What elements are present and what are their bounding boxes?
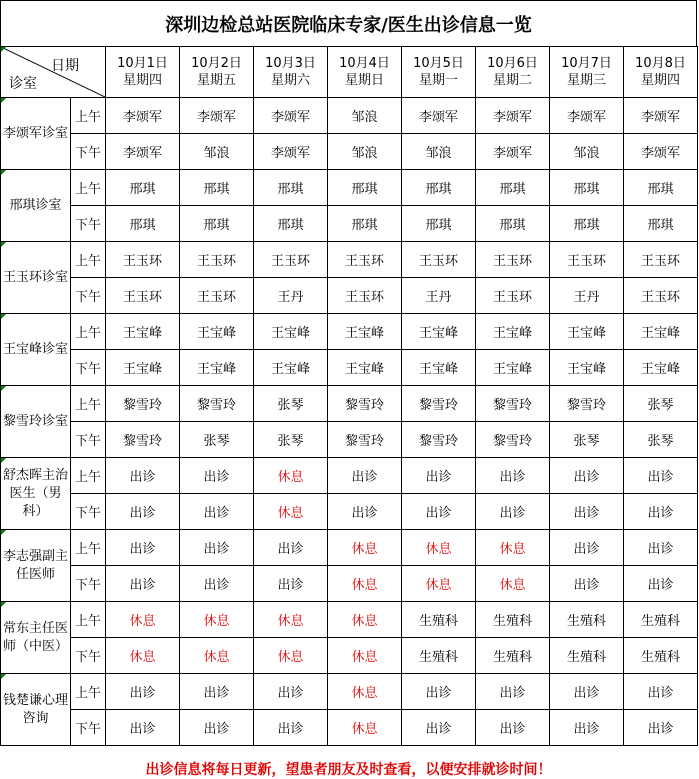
schedule-cell: 出诊 [180,710,254,746]
schedule-cell: 出诊 [106,674,180,710]
period-morning: 上午 [71,530,106,566]
schedule-cell: 王丹 [550,278,624,314]
schedule-cell: 李颂军 [476,98,550,134]
schedule-cell: 张琴 [254,386,328,422]
table-row [1,422,698,458]
room-name: 钱楚谦心理咨询 [1,674,71,746]
schedule-cell: 王丹 [254,278,328,314]
weekday-label: 星期四 [122,73,162,88]
schedule-cell: 休息 [180,602,254,638]
date-label: 10月1日 [117,56,168,71]
schedule-cell: 休息 [328,638,402,674]
schedule-cell: 邢琪 [624,170,698,206]
schedule-cell: 李颂军 [402,98,476,134]
date-label: 10月2日 [191,56,242,71]
schedule-cell: 黎雪玲 [106,422,180,458]
schedule-cell: 出诊 [550,494,624,530]
schedule-cell: 邢琪 [328,206,402,242]
date-header [180,47,254,98]
schedule-cell: 邢琪 [180,170,254,206]
schedule-cell: 王玉环 [180,278,254,314]
schedule-cell: 出诊 [402,710,476,746]
period-afternoon: 下午 [71,278,106,314]
schedule-cell: 王宝峰 [624,314,698,350]
table-row [1,242,698,278]
header-row [1,47,698,98]
schedule-cell: 张琴 [624,386,698,422]
schedule-cell: 王玉环 [180,242,254,278]
schedule-cell: 出诊 [476,674,550,710]
schedule-cell: 王玉环 [550,242,624,278]
schedule-cell: 邢琪 [624,206,698,242]
period-afternoon: 下午 [71,206,106,242]
date-label: 10月6日 [487,56,538,71]
schedule-cell: 王玉环 [328,242,402,278]
schedule-cell: 王宝峰 [254,314,328,350]
table-row [1,458,698,494]
schedule-cell: 黎雪玲 [476,422,550,458]
schedule-cell: 出诊 [402,494,476,530]
schedule-cell: 出诊 [402,674,476,710]
table-row [1,278,698,314]
table-row [1,530,698,566]
room-name: 邢琪诊室 [1,170,71,242]
schedule-cell: 休息 [328,674,402,710]
schedule-cell: 邢琪 [254,170,328,206]
corner-date-label: 日期 [51,58,79,74]
table-row [1,170,698,206]
schedule-cell: 休息 [476,566,550,602]
schedule-cell: 出诊 [106,458,180,494]
schedule-cell: 黎雪玲 [402,422,476,458]
date-header [550,47,624,98]
schedule-cell: 出诊 [624,674,698,710]
schedule-cell: 生殖科 [624,602,698,638]
schedule-cell: 生殖科 [402,638,476,674]
room-name: 李颂军诊室 [1,98,71,170]
table-row [1,710,698,746]
period-afternoon: 下午 [71,638,106,674]
schedule-cell: 邢琪 [328,170,402,206]
schedule-cell: 邢琪 [550,170,624,206]
schedule-cell: 出诊 [624,458,698,494]
table-row [1,134,698,170]
period-afternoon: 下午 [71,566,106,602]
date-header [254,47,328,98]
schedule-cell: 出诊 [254,530,328,566]
schedule-cell: 王宝峰 [180,350,254,386]
schedule-table [0,46,698,746]
schedule-cell: 出诊 [254,566,328,602]
schedule-cell: 出诊 [180,458,254,494]
schedule-cell: 休息 [328,710,402,746]
comment-marker-icon [1,314,6,319]
schedule-cell: 李颂军 [624,134,698,170]
date-header [476,47,550,98]
period-morning: 上午 [71,170,106,206]
schedule-cell: 黎雪玲 [328,422,402,458]
schedule-cell: 王宝峰 [328,350,402,386]
schedule-cell: 出诊 [550,530,624,566]
comment-marker-icon [1,47,6,52]
schedule-cell: 王宝峰 [402,314,476,350]
schedule-cell: 邹浪 [402,134,476,170]
schedule-cell: 生殖科 [476,638,550,674]
corner-room-label: 诊室 [9,76,37,92]
schedule-cell: 休息 [328,530,402,566]
schedule-cell: 王宝峰 [106,314,180,350]
schedule-cell: 出诊 [476,458,550,494]
schedule-cell: 出诊 [106,710,180,746]
date-label: 10月5日 [413,56,464,71]
schedule-cell: 休息 [476,530,550,566]
period-morning: 上午 [71,458,106,494]
schedule-cell: 休息 [402,566,476,602]
schedule-cell: 李颂军 [624,98,698,134]
period-afternoon: 下午 [71,710,106,746]
table-row [1,350,698,386]
table-row [1,386,698,422]
room-name: 常东主任医师（中医） [1,602,71,674]
schedule-cell: 出诊 [476,710,550,746]
schedule-cell: 休息 [106,638,180,674]
period-afternoon: 下午 [71,494,106,530]
table-row [1,314,698,350]
schedule-cell: 李颂军 [106,134,180,170]
table-row [1,494,698,530]
period-morning: 上午 [71,242,106,278]
room-name: 王玉环诊室 [1,242,71,314]
comment-marker-icon [1,530,6,535]
schedule-cell: 邢琪 [106,170,180,206]
schedule-cell: 出诊 [550,566,624,602]
schedule-cell: 李颂军 [180,98,254,134]
period-afternoon: 下午 [71,134,106,170]
table-row [1,206,698,242]
schedule-cell: 出诊 [254,674,328,710]
period-afternoon: 下午 [71,422,106,458]
schedule-cell: 休息 [254,494,328,530]
schedule-cell: 王玉环 [624,242,698,278]
schedule-cell: 出诊 [624,494,698,530]
schedule-cell: 王玉环 [328,278,402,314]
table-row [1,638,698,674]
schedule-cell: 王玉环 [254,242,328,278]
schedule-cell: 王宝峰 [402,350,476,386]
period-morning: 上午 [71,602,106,638]
schedule-cell: 李颂军 [106,98,180,134]
schedule-cell: 李颂军 [476,134,550,170]
comment-marker-icon [1,98,6,103]
schedule-cell: 休息 [328,602,402,638]
schedule-cell: 张琴 [624,422,698,458]
schedule-cell: 王宝峰 [550,314,624,350]
schedule-cell: 王宝峰 [624,350,698,386]
schedule-cell: 出诊 [550,710,624,746]
schedule-cell: 邹浪 [328,98,402,134]
schedule-cell: 黎雪玲 [180,386,254,422]
schedule-cell: 王宝峰 [254,350,328,386]
schedule-cell: 邹浪 [328,134,402,170]
date-label: 10月3日 [265,56,316,71]
schedule-cell: 出诊 [106,530,180,566]
schedule-cell: 王宝峰 [106,350,180,386]
date-label: 10月7日 [561,56,612,71]
schedule-cell: 黎雪玲 [328,386,402,422]
schedule-cell: 李颂军 [254,134,328,170]
schedule-cell: 休息 [180,638,254,674]
schedule-cell: 张琴 [254,422,328,458]
table-row [1,674,698,710]
schedule-cell: 出诊 [106,566,180,602]
schedule-cell: 邢琪 [402,206,476,242]
schedule-cell: 王宝峰 [180,314,254,350]
comment-marker-icon [1,386,6,391]
schedule-cell: 生殖科 [550,638,624,674]
period-morning: 上午 [71,386,106,422]
date-label: 10月4日 [339,56,390,71]
schedule-cell: 出诊 [624,710,698,746]
schedule-cell: 休息 [328,566,402,602]
schedule-cell: 王宝峰 [476,314,550,350]
date-label: 10月8日 [635,56,686,71]
schedule-cell: 邢琪 [476,206,550,242]
date-header [106,47,180,98]
schedule-cell: 邢琪 [106,206,180,242]
period-morning: 上午 [71,674,106,710]
schedule-cell: 王玉环 [476,278,550,314]
schedule-cell: 出诊 [550,458,624,494]
schedule-cell: 邹浪 [180,134,254,170]
schedule-cell: 出诊 [180,566,254,602]
table-row [1,602,698,638]
schedule-cell: 生殖科 [476,602,550,638]
schedule-cell: 休息 [254,638,328,674]
schedule-cell: 出诊 [328,458,402,494]
date-header [402,47,476,98]
schedule-cell: 王玉环 [624,278,698,314]
schedule-cell: 生殖科 [624,638,698,674]
schedule-cell: 黎雪玲 [550,386,624,422]
schedule-cell: 王丹 [402,278,476,314]
schedule-cell: 张琴 [550,422,624,458]
schedule-cell: 黎雪玲 [476,386,550,422]
room-name: 李志强副主任医师 [1,530,71,602]
corner-cell [1,47,106,98]
weekday-label: 星期三 [566,73,606,88]
schedule-cell: 出诊 [254,710,328,746]
schedule-cell: 王玉环 [476,242,550,278]
weekday-label: 星期二 [492,73,532,88]
schedule-cell: 王玉环 [402,242,476,278]
footer-note: 出诊信息将每日更新，望患者朋友及时查看，以便安排就诊时间！ [145,761,552,778]
comment-marker-icon [1,602,6,607]
schedule-cell: 休息 [106,602,180,638]
schedule-cell: 李颂军 [254,98,328,134]
schedule-cell: 出诊 [180,674,254,710]
schedule-cell: 生殖科 [550,602,624,638]
schedule-cell: 王玉环 [106,242,180,278]
schedule-cell: 黎雪玲 [402,386,476,422]
schedule-cell: 出诊 [106,494,180,530]
date-header [624,47,698,98]
schedule-cell: 黎雪玲 [106,386,180,422]
period-morning: 上午 [71,98,106,134]
schedule-cell: 休息 [254,602,328,638]
schedule-cell: 邢琪 [254,206,328,242]
period-morning: 上午 [71,314,106,350]
schedule-body [1,98,698,746]
schedule-cell: 王宝峰 [328,314,402,350]
schedule-cell: 出诊 [328,494,402,530]
schedule-cell: 出诊 [550,674,624,710]
date-header [328,47,402,98]
weekday-label: 星期五 [196,73,236,88]
weekday-label: 星期日 [344,73,384,88]
schedule-cell: 出诊 [180,530,254,566]
schedule-cell: 邢琪 [476,170,550,206]
period-afternoon: 下午 [71,350,106,386]
room-name: 王宝峰诊室 [1,314,71,386]
room-name: 舒杰晖主治医生（男科） [1,458,71,530]
room-name: 黎雪玲诊室 [1,386,71,458]
schedule-cell: 邢琪 [402,170,476,206]
schedule-cell: 张琴 [180,422,254,458]
schedule-cell: 休息 [402,530,476,566]
schedule-cell: 王宝峰 [550,350,624,386]
schedule-cell: 王宝峰 [476,350,550,386]
weekday-label: 星期四 [640,73,680,88]
schedule-cell: 出诊 [180,494,254,530]
comment-marker-icon [1,674,6,679]
weekday-label: 星期一 [418,73,458,88]
schedule-cell: 出诊 [402,458,476,494]
schedule-cell: 休息 [254,458,328,494]
schedule-cell: 邹浪 [550,134,624,170]
page-title: 深圳边检总站医院临床专家/医生出诊信息一览 [0,0,697,47]
comment-marker-icon [1,242,6,247]
schedule-cell: 出诊 [624,530,698,566]
schedule-cell: 王玉环 [106,278,180,314]
schedule-cell: 出诊 [624,566,698,602]
schedule-cell: 李颂军 [550,98,624,134]
weekday-label: 星期六 [270,73,310,88]
comment-marker-icon [1,170,6,175]
schedule-cell: 出诊 [476,494,550,530]
schedule-cell: 生殖科 [402,602,476,638]
table-row [1,566,698,602]
schedule-cell: 邢琪 [180,206,254,242]
schedule-cell: 邢琪 [550,206,624,242]
comment-marker-icon [1,458,6,463]
table-row [1,98,698,134]
